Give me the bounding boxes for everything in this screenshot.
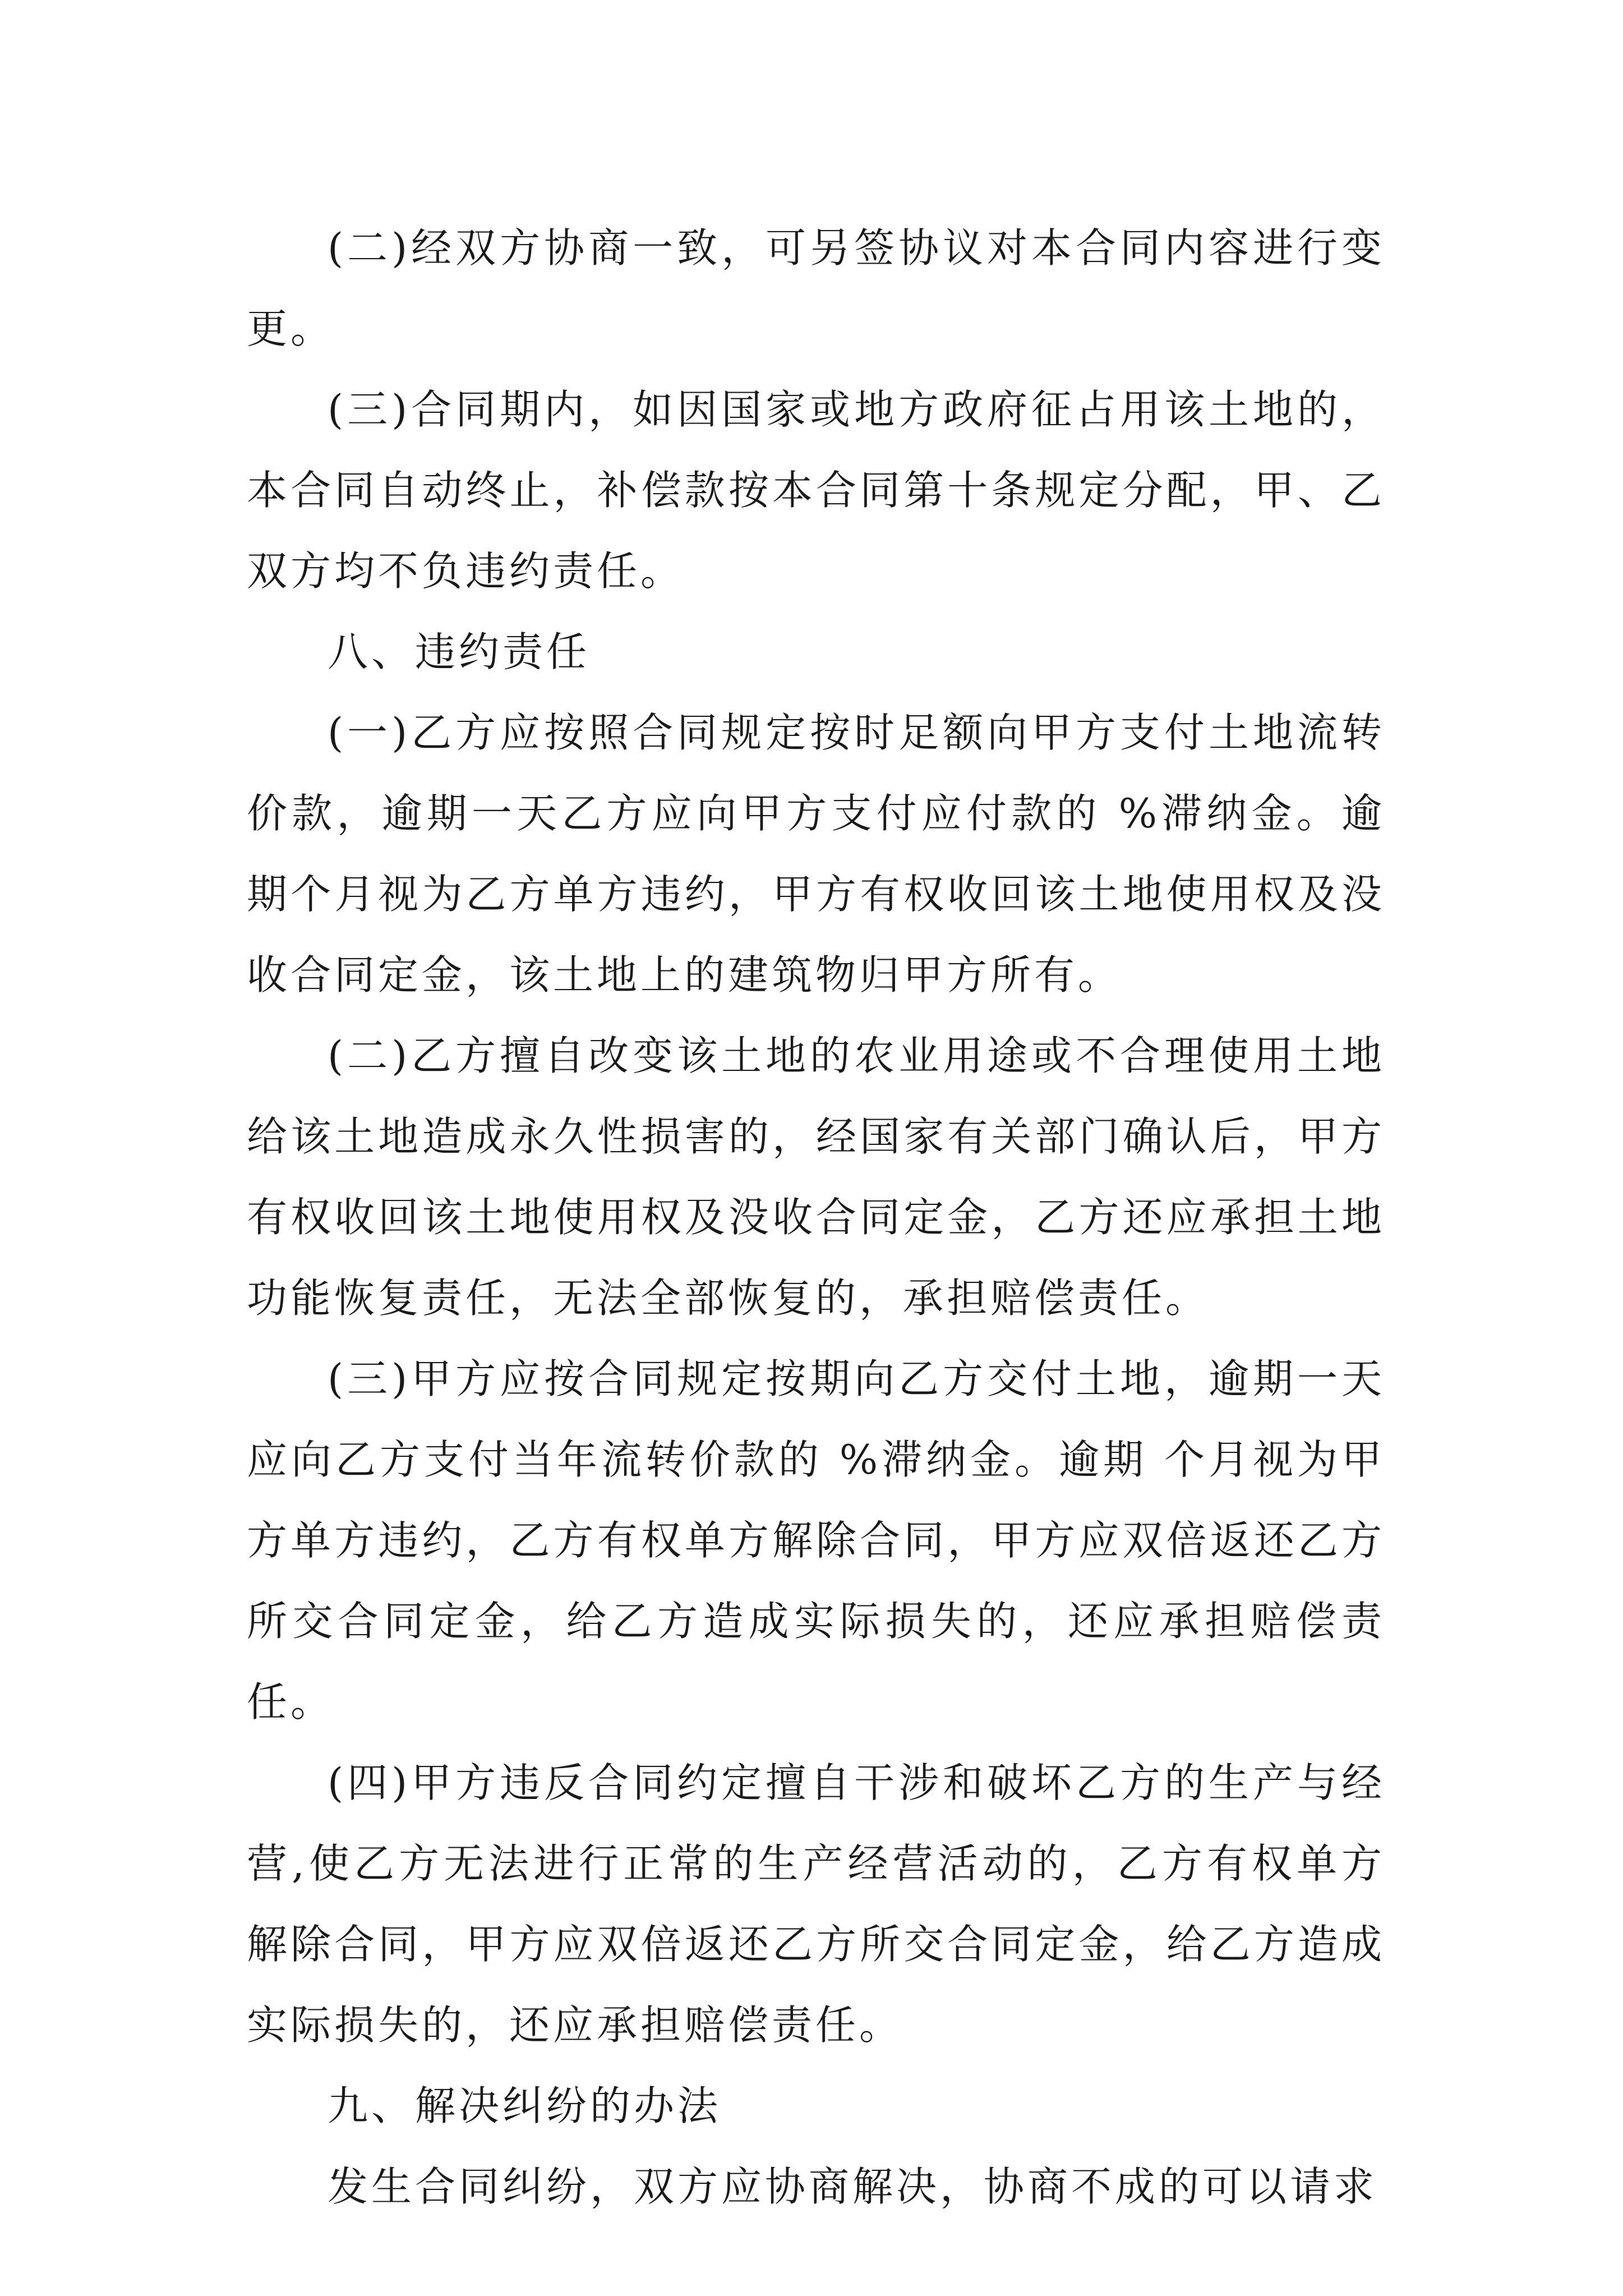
section-heading-disputes: 九、解决纠纷的办法 (328, 2082, 722, 2129)
document-body (247, 208, 1385, 2227)
paragraph-liability-4: (四)甲方违反合同约定擅自干涉和破坏乙方的生产与经营,使乙方无法进行正常的生产经营活动的，乙方有权单方解除合同，甲方应双倍返还乙方所交合同定金，给乙方造成实际损失的，还应承担赔偿责任。 (247, 1759, 1385, 2049)
paragraph-liability-1: (一)乙方应按照合同规定按时足额向甲方支付土地流转价款，逾期一天乙方应向甲方支付应付款的 %滞纳金。逾期个月视为乙方单方违约，甲方有权收回该土地使用权及没收合同定金，该土地上的建筑物归甲方所有。 (247, 709, 1385, 999)
section-heading-liability: 八、违约责任 (328, 628, 591, 675)
paragraph-liability-3: (三)甲方应按合同规定按期向乙方交付土地，逾期一天应向乙方支付当年流转价款的 %滞纳金。逾期 个月视为甲方单方违约，乙方有权单方解除合同，甲方应双倍返还乙方所交合同定金，给乙方造成实际损失的，还应承担赔偿责任。 (247, 1355, 1385, 1726)
paragraph-disputes: 发生合同纠纷，双方应协商解决，协商不成的可以请求 (328, 2163, 1378, 2210)
paragraph-termination: (三)合同期内，如因国家或地方政府征占用该土地的，本合同自动终止，补偿款按本合同第十条规定分配，甲、乙双方均不负违约责任。 (247, 386, 1385, 595)
paragraph-liability-2: (二)乙方擅自改变该土地的农业用途或不合理使用土地给该土地造成永久性损害的，经国家有关部门确认后，甲方有权收回该土地使用权及没收合同定金，乙方还应承担土地功能恢复责任，无法全部恢复的，承担赔偿责任。 (247, 1032, 1385, 1322)
paragraph-amendment: (二)经双方协商一致，可另签协议对本合同内容进行变更。 (247, 224, 1385, 352)
